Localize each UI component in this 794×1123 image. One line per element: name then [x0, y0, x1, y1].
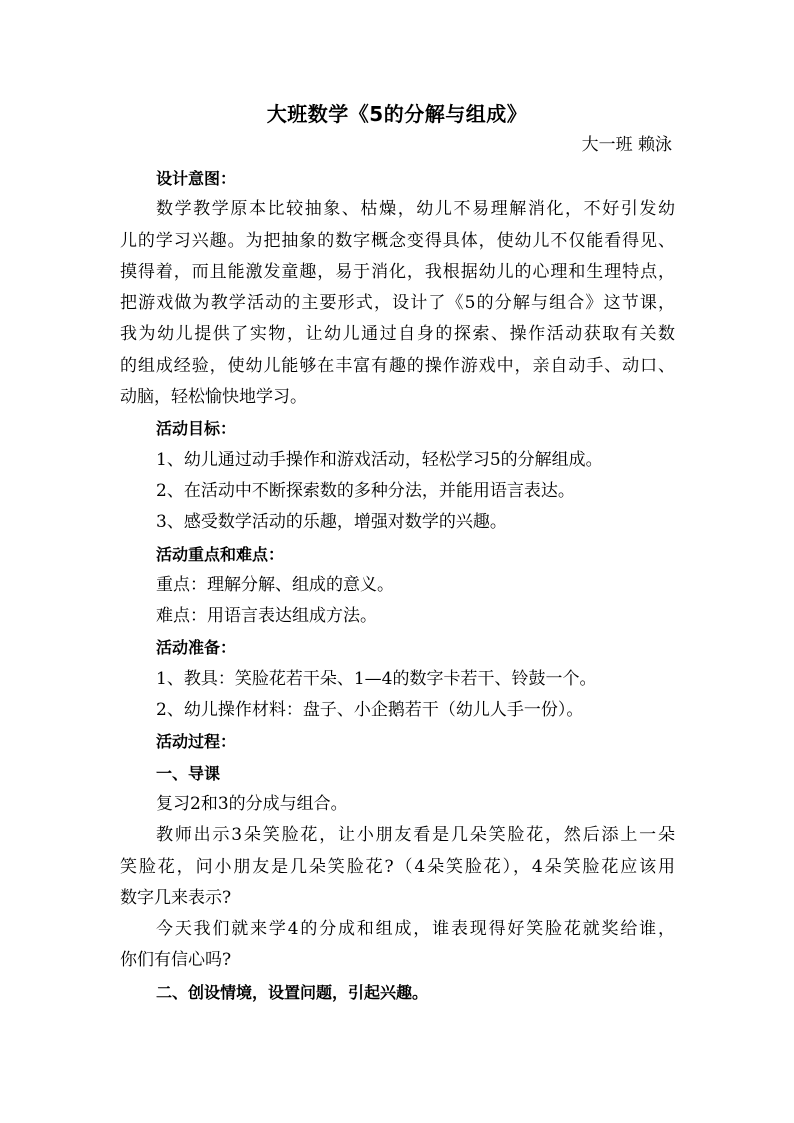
goal-item: 3、感受数学活动的乐趣，增强对数学的兴趣。: [156, 512, 507, 533]
goals-heading: 活动目标：: [156, 419, 237, 439]
paragraph-line: 把游戏做为教学活动的主要形式，设计了《5的分解与组合》这节课，: [120, 293, 675, 314]
paragraph-line: 动脑，轻松愉快地学习。: [120, 387, 307, 408]
paragraph-line: 笑脸花，问小朋友是几朵笑脸花?（4朵笑脸花），4朵笑脸花应该用: [120, 856, 675, 877]
key-points-heading: 活动重点和难点：: [156, 544, 285, 564]
design-intent-heading: 设计意图：: [156, 169, 237, 188]
key-point: 重点：理解分解、组成的意义。: [156, 574, 394, 595]
step1-review: 复习2和3的分成与组合。: [156, 793, 348, 814]
goal-item: 1、幼儿通过动手操作和游戏活动，轻松学习5的分解组成。: [156, 449, 603, 470]
paragraph-line: 教师出示3朵笑脸花，让小朋友看是几朵笑脸花，然后添上一朵: [156, 825, 675, 846]
preparation-item: 1、教具：笑脸花若干朵、1—4的数字卡若干、铃鼓一个。: [156, 668, 597, 689]
goal-item: 2、在活动中不断探索数的多种分法，并能用语言表达。: [156, 480, 575, 501]
paragraph-line: 数学教学原本比较抽象、枯燥，幼儿不易理解消化，不好引发幼: [156, 199, 675, 220]
paragraph-line: 摸得着，而且能激发童趣，易于消化，我根据幼儿的心理和生理特点，: [120, 261, 675, 282]
author-line: 大一班 赖泳: [581, 135, 672, 155]
document-title: 大班数学《5的分解与组成》: [266, 102, 528, 126]
paragraph-line: 你们有信心吗?: [120, 950, 232, 971]
process-heading: 活动过程：: [156, 732, 237, 752]
step2-heading: 二、创设情境，设置问题，引起兴趣。: [156, 982, 429, 1002]
paragraph-line: 今天我们就来学4的分成和组成，谁表现得好笑脸花就奖给谁，: [156, 919, 675, 940]
paragraph-line: 的组成经验，使幼儿能够在丰富有趣的操作游戏中，亲自动手、动口、: [120, 355, 675, 376]
paragraph-line: 我为幼儿提供了实物，让幼儿通过自身的探索、操作活动获取有关数: [120, 324, 675, 345]
paragraph-line: 数字几来表示?: [120, 887, 232, 908]
paragraph-line: 儿的学习兴趣。为把抽象的数字概念变得具体，使幼儿不仅能看得见、: [120, 230, 675, 251]
preparation-heading: 活动准备：: [156, 638, 237, 658]
preparation-item: 2、幼儿操作材料：盘子、小企鹅若干（幼儿人手一份）。: [156, 700, 584, 721]
document-body: [120, 163, 675, 1008]
difficulty-point: 难点：用语言表达组成方法。: [156, 606, 377, 627]
step1-heading: 一、导课: [156, 763, 221, 783]
